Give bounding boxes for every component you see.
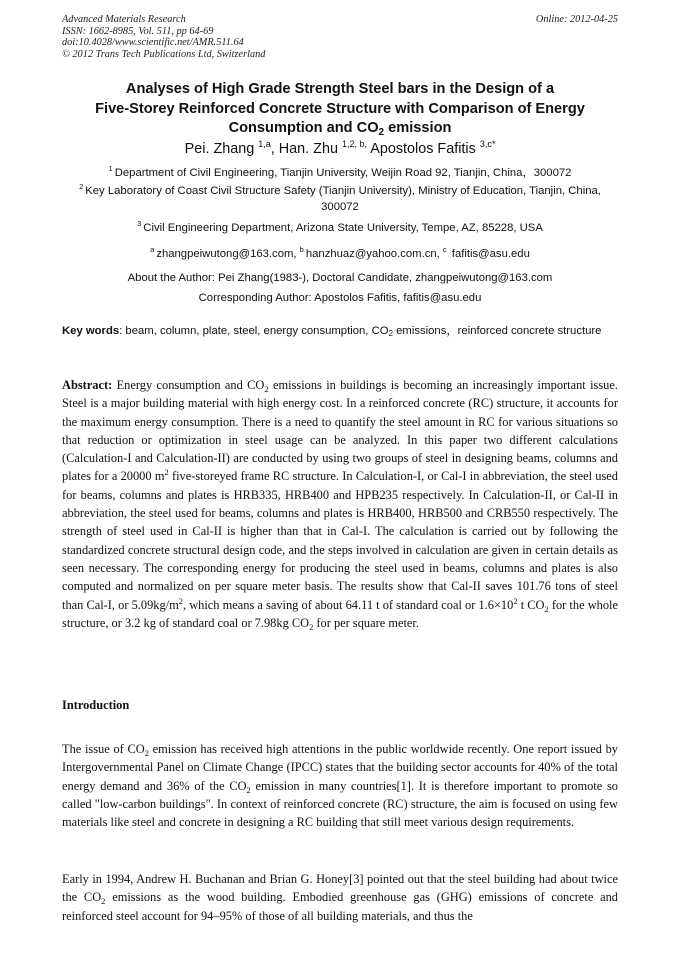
author-affiliation-mark: 1,2, b, — [341, 139, 368, 149]
title-line-3 — [62, 119, 618, 139]
keywords-label: Key words — [62, 325, 120, 337]
affiliation-3 — [62, 220, 618, 236]
affiliation-mark: 3 — [137, 219, 142, 228]
paragraph-text: emissions as the wood building. Embodied greenhouse gas (GHG) emissions of concrete and reinforced steel account for 94–95% of those of all building materials, and thus the — [62, 890, 619, 923]
journal-header — [62, 14, 618, 60]
journal-issn: ISSN: 1662-8985, Vol. 511, pp 64-69 — [62, 25, 214, 37]
email-text: zhangpeiwutong@163.com, — [156, 248, 300, 260]
abstract-text: five-storeyed frame RC structure. In Calculation-I, or Cal-I in abbreviation, the steel used for beams, columns and plates is HRB335, HRB400 and HPB235 respectively. In Calculation-II, or Cal-II in abbreviation, the steel used for beams, columns and plates is HRB400, HRB500 and CRB550 respectively. The strength of steel used in Cal-II is higher than that in Cal-I. The calculation is carried out by following the standardized concrete structural design code, and the steps involved in calculation are given in certain details as seen necessary. The corresponding energy for producing the steel used in beams, columns and plates is also computed and normalized on per square meter basis. The results show that Cal-II saves 101.76 tons of steel than Cal-I, or 5.09kg/m — [62, 469, 618, 612]
intro-paragraph-2 — [62, 870, 618, 925]
abstract-subscript: 2 — [544, 603, 549, 614]
affiliation-text: Key Laboratory of Coast Civil Structure Safety (Tianjin University), Ministry of Education, Tianjin, China, 300072 — [85, 185, 601, 213]
title-line-2: Five-Storey Reinforced Concrete Structure with Comparison of Energy — [95, 100, 585, 117]
keywords-text: : beam, column, plate, steel, energy consumption, CO — [119, 325, 389, 337]
section-heading-introduction: Introduction — [62, 698, 130, 712]
email-mark: a — [150, 245, 155, 254]
author-name: Pei. Zhang — [184, 141, 259, 157]
title-line-1: Analyses of High Grade Strength Steel bars in the Design of a — [125, 81, 555, 97]
author-list — [62, 140, 618, 158]
abstract-superscript: 2 — [513, 595, 518, 606]
paper-title — [62, 80, 618, 139]
email-mark: c — [442, 245, 447, 254]
author-separator: , — [270, 141, 279, 157]
corresponding-author: Corresponding Author: Apostolos Fafitis, fafitis@asu.edu — [198, 292, 482, 304]
intro-paragraph-1 — [62, 740, 618, 831]
author-emails — [62, 246, 618, 262]
keywords-subscript: 2 — [388, 329, 393, 338]
affiliation-1 — [62, 165, 618, 181]
author-affiliation-mark: 1,a — [258, 139, 271, 149]
author-affiliation-mark: 3,c* — [479, 139, 496, 149]
affiliation-text: Department of Civil Engineering, Tianjin University, Weijin Road 92, Tianjin, China，300072 — [114, 167, 572, 179]
paragraph-subscript: 2 — [101, 896, 106, 907]
journal-doi: doi:10.4028/www.scientific.net/AMR.511.64 — [62, 37, 244, 48]
abstract-subscript: 2 — [309, 621, 314, 632]
abstract-superscript: 2 — [178, 595, 183, 606]
abstract-text: Energy consumption and CO — [112, 378, 265, 392]
abstract-text: for the whole structure, or 3.2 kg of standard coal or 7.98kg CO — [62, 597, 618, 630]
affiliation-2 — [62, 183, 618, 215]
paragraph-text: The issue of CO — [62, 742, 145, 756]
email-mark: b — [299, 245, 304, 254]
journal-name: Advanced Materials Research — [62, 14, 186, 25]
abstract-superscript: 2 — [164, 467, 169, 478]
title-subscript: 2 — [378, 127, 385, 138]
affiliation-mark: 2 — [79, 182, 84, 191]
keywords-text: emissions，reinforced concrete structure — [392, 325, 602, 337]
paragraph-text: emission has received high attentions in the public worldwide recently. One report issued by Intergovernmental Panel on Climate Change (IPCC) states that the building sector accounts for 40% of the total energy demand and 36% of the CO — [62, 742, 618, 793]
affiliation-text: Civil Engineering Department, Arizona State University, Tempe, AZ, 85228, USA — [143, 222, 543, 234]
author-name: Apostolos Fafitis — [370, 141, 480, 157]
abstract-subscript: 2 — [264, 384, 269, 394]
paragraph-text: emission in many countries[1]. It is therefore important to promote so called "low-carbon buildings". In context of reinforced concrete (RC) structure, the aim is focused on using few materials like steel and concrete in designing a RC building that still meet various design requirements. — [62, 778, 618, 830]
paragraph-subscript: 2 — [246, 784, 251, 795]
abstract-text: emissions in buildings is becoming an increasingly important issue. Steel is a major building material with high energy cost. In a reinforced concrete (RC) structure, it accounts for the maximum energy consumption. There is a need to quantify the steel amount in RC for various situations so that reduction or optimization in steel usage can be analyzed. In this paper two different calculations (Calculation-I and Calculation-II) are conducted by using two groups of steel in designing beams, columns and plates for a 20000 m — [62, 378, 618, 484]
online-date: Online: 2012-04-25 — [535, 14, 618, 25]
paragraph-text: Early in 1994, Andrew H. Buchanan and Brian G. Honey[3] pointed out that the steel building had about twice the CO — [62, 872, 618, 905]
paragraph-subscript: 2 — [144, 748, 149, 758]
abstract — [62, 376, 618, 632]
affiliation-mark: 1 — [108, 164, 113, 173]
title-text: emission — [384, 120, 452, 136]
email-text: hanzhuaz@yahoo.com.cn, — [305, 248, 443, 260]
author-name: Han. Zhu — [278, 141, 342, 157]
abstract-label: Abstract: — [62, 378, 113, 392]
abstract-text: t CO — [517, 597, 545, 612]
keywords — [62, 322, 618, 340]
abstract-text: , which means a saving of about 64.11 t of standard coal or 1.6×10 — [183, 597, 514, 612]
email-text: fafitis@asu.edu — [448, 248, 530, 260]
about-author: About the Author: Pei Zhang(1983-), Doctoral Candidate, zhangpeiwutong@163.com — [127, 272, 553, 284]
journal-copyright: © 2012 Trans Tech Publications Ltd, Switzerland — [62, 48, 266, 60]
title-text: Consumption and CO — [228, 120, 379, 136]
abstract-text: for per square meter. — [313, 615, 419, 630]
